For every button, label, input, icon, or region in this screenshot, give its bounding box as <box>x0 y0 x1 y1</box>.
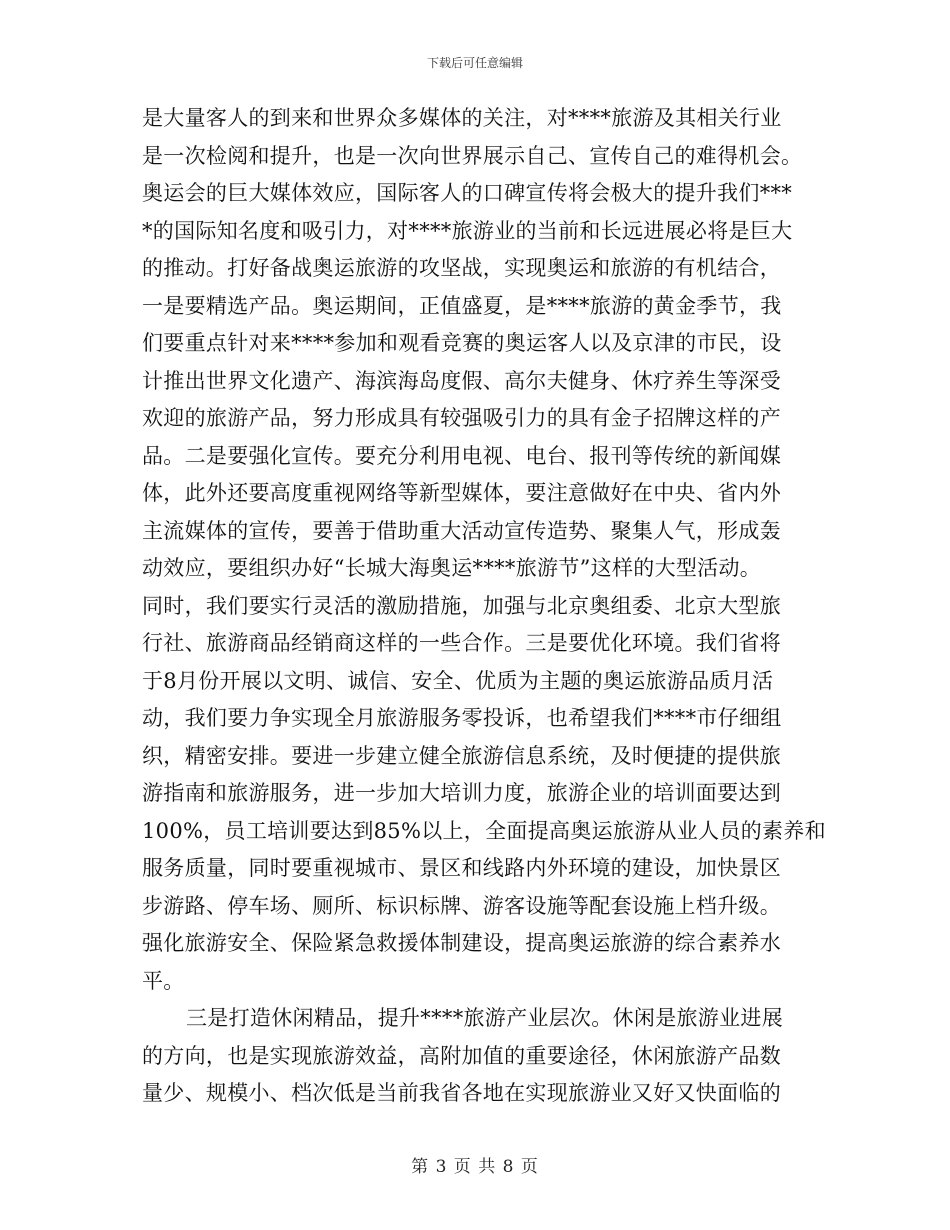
page-number-footer: 第 3 页 共 8 页 <box>411 1157 539 1177</box>
page-header-note: 下载后可任意编辑 <box>426 56 523 70</box>
text-line: 是大量客人的到来和世界众多媒体的关注，对****旅游及其相关行业 <box>142 106 782 130</box>
text-line: 主流媒体的宣传，要善于借助重大活动宣传造势、聚集人气，形成轰 <box>142 518 781 543</box>
text-line: 行社、旅游商品经销商这样的一些合作。三是要优化环境。我们省将 <box>142 631 781 655</box>
text-line: 游指南和旅游服务，进一步加大培训力度，旅游企业的培训面要达到 <box>142 781 781 805</box>
text-line: 计推出世界文化遗产、海滨海岛度假、高尔夫健身、休疗养生等深受 <box>142 368 781 393</box>
document-body <box>142 100 826 1113</box>
text-line: 于8月份开展以文明、诚信、安全、优质为主题的奥运旅游品质月活 <box>142 668 774 693</box>
text-line: 量少、规模小、档次低是当前我省各地在实现旅游业又好又快面临的 <box>142 1081 781 1105</box>
text-line: 们要重点针对来****参加和观看竞赛的奥运客人以及京津的市民，设 <box>142 331 782 355</box>
paragraph-first-line: 三是打造休闲精品，提升****旅游产业层次。休闲是旅游业进展 <box>186 1006 783 1030</box>
text-line: 强化旅游安全、保险紧急救援体制建设，提高奥运旅游的综合素养水 <box>142 931 781 955</box>
text-line: 步游路、停车场、厕所、标识标牌、游客设施等配套设施上档升级。 <box>142 893 781 918</box>
text-line: 100%，员工培训要达到85%以上，全面提高奥运旅游从业人员的素养和 <box>142 818 826 843</box>
text-line: *的国际知名度和吸引力，对****旅游业的当前和长远进展必将是巨大 <box>142 218 793 243</box>
text-line: 体，此外还要高度重视网络等新型媒体，要注意做好在中央、省内外 <box>142 481 781 505</box>
text-line: 一是要精选产品。奥运期间，正值盛夏，是****旅游的黄金季节，我 <box>142 293 782 318</box>
text-line: 欢迎的旅游产品，努力形成具有较强吸引力的具有金子招牌这样的产 <box>142 406 781 430</box>
text-line: 服务质量，同时要重视城市、景区和线路内外环境的建设，加快景区 <box>142 856 781 880</box>
text-line: 奥运会的巨大媒体效应，国际客人的口碑宣传将会极大的提升我们*** <box>142 181 793 205</box>
text-line: 同时，我们要实行灵活的激励措施，加强与北京奥组委、北京大型旅 <box>142 593 781 618</box>
text-line: 的方向，也是实现旅游效益，高附加值的重要途径，休闲旅游产品数 <box>142 1043 781 1068</box>
text-line: 平。 <box>142 968 185 993</box>
text-line: 织，精密安排。要进一步建立健全旅游信息系统，及时便捷的提供旅 <box>142 743 781 768</box>
text-line: 动，我们要力争实现全月旅游服务零投诉，也希望我们****市仔细组 <box>142 706 782 730</box>
text-line: 是一次检阅和提升，也是一次向世界展示自己、宣传自己的难得机会。 <box>142 143 803 168</box>
text-line: 的推动。打好备战奥运旅游的攻坚战，实现奥运和旅游的有机结合， <box>142 256 781 280</box>
text-line: 动效应，要组织办好“长城大海奥运****旅游节”这样的大型活动。 <box>142 556 762 580</box>
text-line: 品。二是要强化宣传。要充分利用电视、电台、报刊等传统的新闻媒 <box>142 443 781 468</box>
